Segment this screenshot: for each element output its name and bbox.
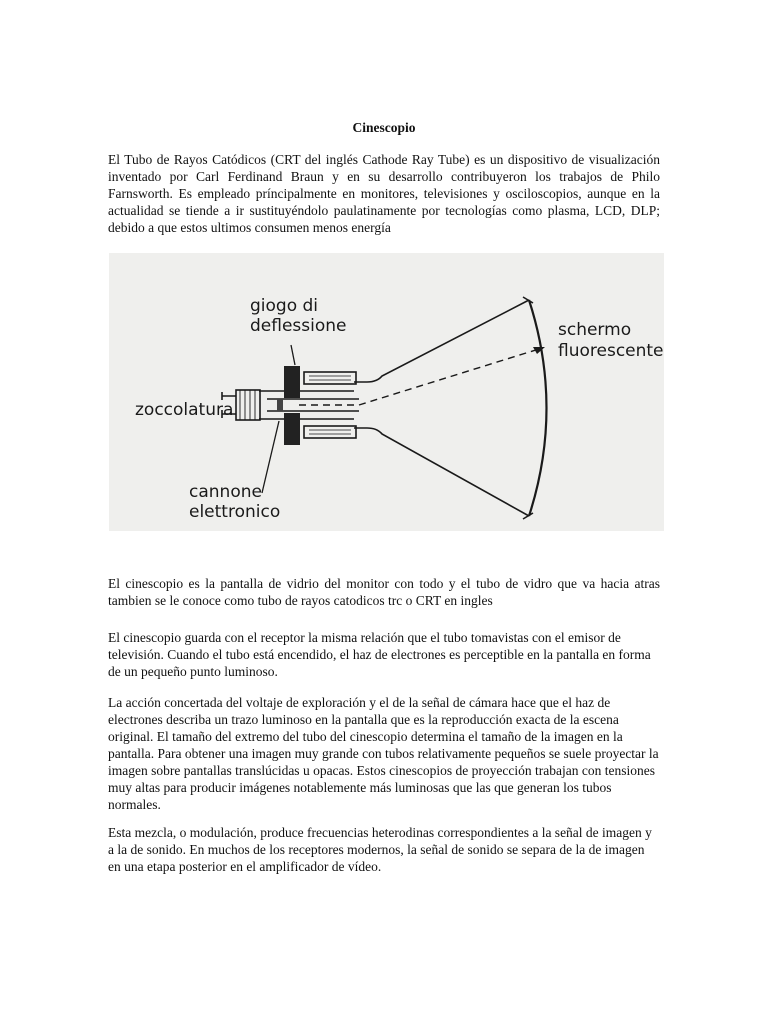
gun-electrode bbox=[277, 399, 283, 411]
label-zoccolatura: zoccolatura bbox=[135, 400, 234, 420]
crt-diagram bbox=[109, 253, 664, 531]
yoke-lower-block bbox=[284, 413, 300, 445]
paragraph-modulation: Esta mezcla, o modulación, produce frecuencias heterodinas correspondientes a la señal de imagen y a la de sonido. En muchos de los receptores modernos, la señal de sonido se separa de la de imagen en una etapa posterior en el amplificador de vídeo. bbox=[108, 825, 652, 874]
yoke-leader-line bbox=[291, 345, 295, 365]
yoke-upper-block bbox=[284, 366, 300, 398]
paragraph-intro: El Tubo de Rayos Catódicos (CRT del inglés Cathode Ray Tube) es un dispositivo de visualización inventado por Carl Ferdinand Braun y en su desarrollo contribuyeron los trabajos de Philo Farnsworth. Es empleado príncipalmente en monitores, televisiones y osciloscopios, aunque en la actualidad se tiende a ir sustituyéndolo paulatinamente por tecnologías como plasma, LCD, DLP; debido a que estos ultimos consumen menos energía bbox=[108, 152, 660, 235]
gun-leader-line bbox=[262, 421, 279, 493]
paragraph-cinescopio-definition: El cinescopio es la pantalla de vidrio del monitor con todo y el tubo de vidro que va hacia atras tambien se le conoce como tubo de rayos catodicos trc o CRT en ingles bbox=[108, 576, 660, 608]
label-deflessione: deflessione bbox=[250, 316, 347, 336]
label-elettronico: elettronico bbox=[189, 502, 281, 522]
label-fluorescente: fluorescente bbox=[558, 341, 664, 361]
paragraph-scan-voltage: La acción concertada del voltaje de exploración y el de la señal de cámara hace que el haz de electrones describa un trazo luminoso en la pantalla que es la reproducción exacta de la escena original. El tamaño del extremo del tubo del cinescopio determina el tamaño de la imagen en la pantalla. Para obtener una imagen muy grande con tubos relativamente pequeños se suele proyectar la imagen sobre pantallas translúcidas u opacas. Estos cinescopios de proyección trabajan con tensiones muy altas para producir imágenes notablemente más luminosas que las que generan los tubos normales. bbox=[108, 695, 659, 812]
label-cannone: cannone bbox=[189, 482, 262, 502]
crt-diagram-svg bbox=[109, 253, 664, 531]
paragraph-receiver-relation: El cinescopio guarda con el receptor la misma relación que el tubo tomavistas con el emisor de televisión. Cuando el tubo está encendido, el haz de electrones es perceptible en la pantalla en forma de un pequeño punto luminoso. bbox=[108, 630, 651, 679]
document-title: Cinescopio bbox=[352, 120, 416, 135]
label-giogo: giogo di bbox=[250, 296, 319, 316]
label-schermo: schermo bbox=[558, 320, 632, 340]
